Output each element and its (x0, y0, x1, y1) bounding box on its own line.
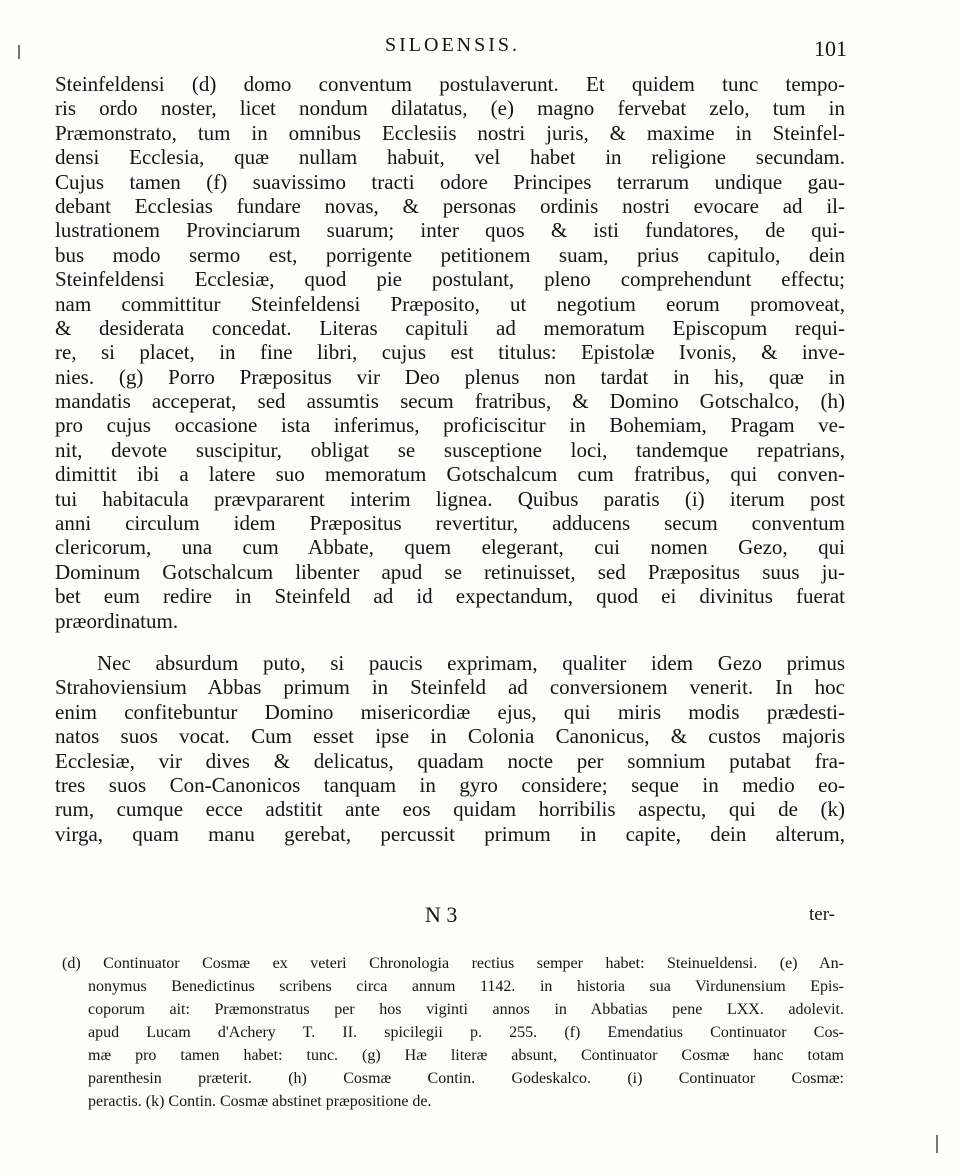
text-line: dimittit ibi a latere suo memoratum Gotschalcum cum fratribus, qui conven- (55, 462, 845, 487)
footnote-line: mæ pro tamen habet: tunc. (g) Hæ literæ absunt, Continuator Cosmæ hanc totam (88, 1047, 844, 1064)
text-line: nam committitur Steinfeldensi Præposito, ut negotium eorum promoveat, (55, 291, 845, 316)
running-head: SILOENSIS. (385, 34, 521, 56)
text-line: mandatis acceperat, sed assumtis secum fratribus, & Domino Gotschalco, (h) (55, 389, 845, 414)
text-line: Ecclesiæ, vir dives & delicatus, quadam nocte per somnium putabat fra- (55, 748, 845, 773)
footnote-line: (d) Continuator Cosmæ ex veteri Chronologia rectius semper habet: Steinueldensi. (e) An- (62, 955, 844, 972)
text-line: tui habitacula prævpararent interim lignea. Quibus paratis (i) iterum post (55, 486, 845, 511)
page-header (55, 30, 845, 64)
text-line: virga, quam manu gerebat, percussit primum in capite, dein alterum, (55, 821, 845, 846)
text-line: Steinfeldensi (d) domo conventum postulaverunt. Et quidem tunc tempo- (55, 72, 845, 96)
margin-rule (18, 45, 20, 59)
text-line: Nec absurdum puto, si paucis exprimam, qualiter idem Gezo primus (97, 650, 845, 675)
footnote-line: parenthesin præterit. (h) Cosmæ Contin. Godeskalco. (i) Continuator Cosmæ: (88, 1070, 844, 1087)
text-line: natos suos vocat. Cum esset ipse in Colonia Canonicus, & custos majoris (55, 724, 845, 749)
text-line: Steinfeldensi Ecclesiæ, quod pie postulant, pleno comprehendunt effectu; (55, 267, 845, 292)
text-line: ris ordo noster, licet nondum dilatatus, (e) magno fervebat zelo, tum in (55, 96, 845, 121)
footnote-line: apud Lucam d'Achery T. II. spicilegii p. 255. (f) Emendatius Continuator Cos- (88, 1024, 844, 1041)
text-line: & desiderata concedat. Literas capituli ad memoratum Episcopum requi- (55, 315, 845, 340)
page-number: 101 (814, 36, 847, 61)
main-text (55, 72, 845, 846)
text-line: bus modo sermo est, porrigente petitionem suam, prius capitulo, dein (55, 242, 845, 267)
text-line: clericorum, una cum Abbate, quem elegerant, cui nomen Gezo, qui (55, 535, 845, 560)
paragraph-1 (55, 72, 845, 633)
text-line: Præmonstrato, tum in omnibus Ecclesiis nostri juris, & maxime in Steinfel- (55, 120, 845, 145)
text-line: re, si placet, in fine libri, cujus est titulus: Epistolæ Ivonis, & inve- (55, 340, 845, 365)
footnote-line: peractis. (k) Contin. Cosmæ abstinet præpositione de. (88, 1093, 432, 1110)
text-line: Cujus tamen (f) suavissimo tracti odore Principes terrarum undique gau- (55, 169, 845, 194)
text-line: enim confitebuntur Domino misericordiæ ejus, qui miris modis prædesti- (55, 699, 845, 724)
text-line: debant Ecclesias fundare novas, & personas ordinis nostri evocare ad il- (55, 193, 845, 218)
text-line: anni circulum idem Præpositus revertitur, adducens secum conventum (55, 511, 845, 536)
text-line: densi Ecclesia, quæ nullam habuit, vel habet in religione secundam. (55, 145, 845, 170)
footnote-line: nonymus Benedictinus scribens circa annum 1142. in historia sua Virdunensium Epis- (88, 978, 844, 995)
footnotes (62, 952, 844, 1113)
text-line: bet eum redire in Steinfeld ad id expectandum, quod ei divinitus fuerat (55, 584, 845, 609)
paragraph-2 (55, 651, 845, 846)
text-line: tres suos Con-Canonicos tanquam in gyro considere; seque in medio eo- (55, 772, 845, 797)
text-line: pro cujus occasione ista inferimus, proficiscitur in Bohemiam, Pragam ve- (55, 413, 845, 438)
text-line: præordinatum. (55, 608, 179, 633)
text-line: rum, cumque ecce adstitit ante eos quidam horribilis aspectu, qui de (k) (55, 797, 845, 822)
text-line: nies. (g) Porro Præpositus vir Deo plenus non tardat in his, quæ in (55, 364, 845, 389)
text-line: Dominum Gotschalcum libenter apud se retinuisset, sed Præpositus suus ju- (55, 559, 845, 584)
text-line: lustrationem Provinciarum suarum; inter quos & isti fundatores, de qui- (55, 218, 845, 243)
signature-mark: N 3 (425, 902, 458, 927)
text-line: Strahoviensium Abbas primum in Steinfeld ad conversionem venerit. In hoc (55, 675, 845, 700)
text-line: nit, devote suscipitur, obligat se susceptione loci, tandemque repatrians, (55, 437, 845, 462)
footnote-line: coporum ait: Præmonstratus per hos viginti annos in Abbatias pene LXX. adolevit. (88, 1001, 844, 1018)
page-footer-line (55, 902, 845, 932)
catchword: ter- (809, 904, 835, 925)
margin-rule (936, 1135, 938, 1153)
